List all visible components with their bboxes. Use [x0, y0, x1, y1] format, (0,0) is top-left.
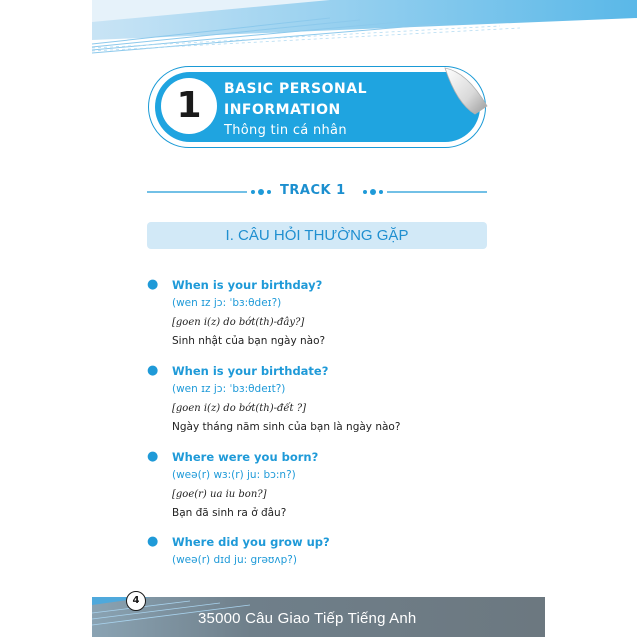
question-english: Where were you born?: [172, 450, 319, 464]
track-label[interactable]: TRACK 1: [280, 183, 346, 198]
page-curl-icon: [437, 64, 489, 116]
chapter-title: [224, 79, 424, 121]
question-ipa: (weə(r) dɪd ju: grəʊʌp?): [172, 554, 297, 566]
question-vietnamese: Bạn đã sinh ra ở đâu?: [172, 507, 287, 519]
question-vietnamese: Ngày tháng năm sinh của bạn là ngày nào?: [172, 421, 401, 433]
bullet-icon: ●: [147, 449, 159, 464]
question-pronunciation: [goe(r) ua iu bon?]: [172, 489, 267, 500]
question-pronunciation: [goen i(z) do bớt(th)-đết ?]: [172, 403, 307, 414]
chapter-title-line-2: INFORMATION: [224, 102, 341, 118]
chapter-title-line-1: BASIC PERSONAL: [224, 81, 368, 97]
section-title: I. CÂU HỎI THƯỜNG GẶP: [225, 227, 409, 244]
question-english: When is your birthdate?: [172, 364, 329, 378]
page-number: 4: [126, 591, 146, 611]
bullet-icon: ●: [147, 277, 159, 292]
question-ipa: (wen ɪz jɔ: ˈbɜ:θdeɪ?): [172, 297, 282, 309]
question-english: When is your birthday?: [172, 278, 323, 292]
chapter-number: 1: [161, 78, 217, 134]
book-title: 35000 Câu Giao Tiếp Tiếng Anh: [198, 610, 417, 627]
header-decoration: [0, 0, 637, 60]
question-english: Where did you grow up?: [172, 535, 330, 549]
bullet-icon: ●: [147, 534, 159, 549]
chapter-subtitle: Thông tin cá nhân: [224, 123, 347, 138]
question-vietnamese: Sinh nhật của bạn ngày nào?: [172, 335, 326, 347]
question-ipa: (wen ɪz jɔ: ˈbɜ:θdeɪt?): [172, 383, 286, 395]
bullet-icon: ●: [147, 363, 159, 378]
question-pronunciation: [goen i(z) do bớt(th)-đây?]: [172, 317, 305, 328]
question-ipa: (weə(r) wɜ:(r) ju: bɔ:n?): [172, 469, 296, 481]
